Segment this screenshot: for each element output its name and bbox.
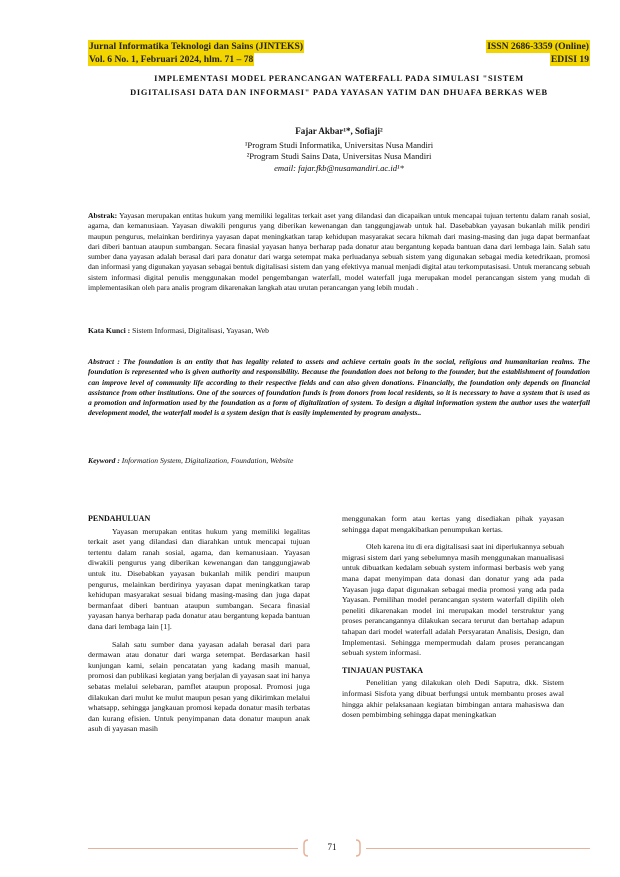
footer-rule-right xyxy=(366,848,590,849)
title-line-1: IMPLEMENTASI MODEL PERANCANGAN WATERFALL PADA SIMULASI "SISTEM xyxy=(154,74,524,83)
page-number: 71 xyxy=(327,842,337,852)
author-block xyxy=(88,126,590,174)
volume-info: Vol. 6 No. 1, Februari 2024, hlm. 71 – 78 xyxy=(89,54,254,65)
pendahuluan-heading: PENDAHULUAN xyxy=(88,514,151,523)
left-paragraph-1: Yayasan merupakan entitas hukum yang memiliki legalitas terkait aset yang dilandasi dan diarahkan untuk mencapai tujuan tertentu dalam ranah sosial, agama, dan kemanusiaan. Yayasan diwakili pengurus yang diberikan kewenangan dan tanggungjawab untuk itu. Disebabkan yayasan bukanlah milik pendiri maupun pengurus, melainkan berdirinya yayasan dapat meningkatkan tarap kehidupan masyarakat sesuai bidang masing-masing dan juga dapat bermanfaat diberi bantuan ataupun sumbangan. Secara finasial yayasan hanya berharap pada donatur atau bergantung kepada bantuan dana dari lembaga lain [1]. xyxy=(88,526,310,631)
kata-kunci-section xyxy=(88,326,590,336)
footer-rule-left xyxy=(88,848,298,849)
paper-title xyxy=(88,72,590,100)
kata-kunci-text: Sistem Informasi, Digitalisasi, Yayasan, Web xyxy=(132,326,269,335)
right-paragraph-2: Oleh karena itu di era digitalisasi saat ini diperlukannya sebuah migrasi sistem dari yang sebelumnya masih menggunakan manualisasi untuk dibuatkan kedalam sebuah system informasi berbasis web yang mana dapat menyimpan data donasi dan donatur yang ada pada Yayasan juga dapat digunakan sebagai media promosi yang ada pada Yayasan. Pemilihan model perancangan system waterfall dipilih oleh peneliti dikarenakan model ini merupakan model terstruktur yang proses perancangannya dilakukan secara terurut dan bertahap adapun tahapan dari model waterfall adalah Persyaratan Analisis, Design, dan Implementasi. Sehingga mempermudah dalam proses perancangan sebuah system informasi. xyxy=(342,542,564,658)
tinjauan-heading: TINJAUAN PUSTAKA xyxy=(342,665,423,675)
affiliation-1: ¹Program Studi Informatika, Universitas Nusa Mandiri xyxy=(244,139,434,150)
keyword-text: Information System, Digitalization, Foundation, Website xyxy=(121,456,294,465)
right-paragraph-3: Penelitian yang dilakukan oleh Dedi Saputra, dkk. Sistem informasi Sisfota yang dibuat berfungsi untuk membantu proses awal hingga akhir pelaksanaan kegiatan bimbingan antara mahasiswa dan dosen pembimbing sehingga dapat meningkatkan xyxy=(342,678,564,720)
left-column xyxy=(88,514,310,735)
right-column xyxy=(342,514,564,721)
author-email: email: fajar.fkb@nusamandiri.ac.id¹* xyxy=(274,162,404,173)
abstract-section xyxy=(88,357,590,419)
journal-header xyxy=(88,40,590,66)
abstract-label: Abstract : xyxy=(88,357,120,366)
affiliation-2: ²Program Studi Sains Data, Universitas Nusa Mandiri xyxy=(246,151,432,161)
title-line-2: DIGITALISASI DATA DAN INFORMASI" PADA YAYASAN YATIM DAN DHUAFA BERKAS WEB xyxy=(130,88,548,97)
author-names: Fajar Akbar¹*, Sofiaji² xyxy=(295,126,383,136)
abstrak-section xyxy=(88,211,590,293)
left-paragraph-2: Salah satu sumber dana yayasan adalah berasal dari para dermawan atau donatur dari warga setempat. Berdasarkan hasil kunjungan kami, selain pencatatan yang kadang masih manual, promosi dan publikasi kegiatan yang berjalan di yayasan saat ini hanya sebatas melalui selebaran, pamflet ataupun proposal. Promosi juga dilakukan dari mulut ke mulut maupun pesan yang dikirimkan melalui whatsapp, sehingga jangkauan promosi kepada donatur masih terbatas dan kurang efisien. Untuk penyimpanan data donatur maupun anak asuh di yayasan masih xyxy=(88,639,310,734)
journal-name: Jurnal Informatika Teknologi dan Sains (JINTEKS) xyxy=(89,41,304,52)
abstrak-label: Abstrak: xyxy=(88,211,118,220)
keyword-section xyxy=(88,456,590,466)
kata-kunci-label: Kata Kunci : xyxy=(88,326,131,335)
edition: EDISI 19 xyxy=(550,54,589,65)
abstract-text: The foundation is an entity that has legality related to assets and achieve certain goals in the social, religious and humanitarian realms. The foundation is represented who is given authority and responsibility. Because the foundation does not belong to the founder, but the establishment of foundation can improve level of community life according to their respective fields and can also given donations. Financially, the foundation only depends on financial assistance from other institutions. One of the sources of foundation funds is from donors from local residents, so it is necessary to have a system that is used as a promotion and information used by the foundation as a form of digitalization of system. To design a digital information system the author uses the waterfall development model, the waterfall model is a system design that is easily implemented by program analysts.. xyxy=(88,357,590,418)
keyword-label: Keyword : xyxy=(88,456,120,465)
issn: ISSN 2686-3359 (Online) xyxy=(487,41,589,52)
abstrak-text: Yayasan merupakan entitas hukum yang memiliki legalitas terkait aset yang dilandasi dan dicapaikan untuk mencapai tujuan tertentu dalam ranah sosial, agama, dan kemanusiaan. Yayasan diwakili pengurus yang diberikan kewenangan dan tanggungjawab untuk hal. Dasebabkan yayasan bukanlah milik pendiri maupun pengurus, melainkan berdirinya yayasan dapat meningkatkan tarap kehidupan masyarakat secara hikmah dari masing-masing dan juga dapat bermanfaat dari diberi bantuan ataupun sumbangan. Secara finasial yayasan hanya berharap pada donatur atau bergantung kepada bantuan dana dari lembaga lain. Salah satu sumber dana yayasan adalah berasal dari para donatur dari warga setempat maka perluadanya sebuah sistem yang digunakan sebagai media ketedrikaan, promosi dan informasi yang digunakan yayasan sebagai bentuk digitalisasi sistem dan yang efektivya manual menjadi digital atau terkomputasisasi. Untuk merancang sebuah sistem informasi digital penulis menggunakan model pengembangan waterfall, model waterfall juga merupakan model perancangan sistem yang mudah di implementasikan oleh para analis program dikarenakan langkah atau urutan perancangan yang lebih mudah . xyxy=(88,211,590,293)
page-footer xyxy=(88,838,590,860)
right-paragraph-1: menggunakan form atau kertas yang disediakan pihak yayasan sehingga dapat mengakibatkan penumpukan kertas. xyxy=(342,514,564,534)
